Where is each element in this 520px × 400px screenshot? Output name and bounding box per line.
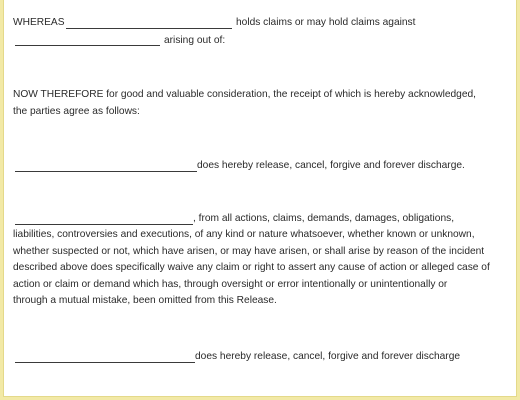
release-scope-body: liabilities, controversies and executions, of any kind or nature whatsoever, whether known or unknown, whether suspected or not, which have arisen, or may have arisen, or shall arise by reason of the incident described above does specifically waive any claim or right to assert any cause of action or alleged case of action or claim or demand which has, through oversight or error intentionally or unintentionally or through a mutual mistake, been omitted from this Release. [13, 229, 490, 307]
release-party-blank-1[interactable] [15, 171, 197, 172]
release-clause-1: does hereby release, cancel, forgive and forever discharge. [197, 160, 465, 171]
arising-text: arising out of: [164, 35, 226, 46]
released-party-blank[interactable] [15, 224, 193, 225]
document-page [3, 0, 517, 397]
consideration-line-2: the parties agree as follows: [13, 106, 140, 117]
consideration-line-1: NOW THEREFORE for good and valuable consideration, the receipt of which is hereby acknowledged, [13, 89, 477, 100]
release-clause-2: does hereby release, cancel, forgive and forever discharge [195, 351, 461, 362]
claims-text: holds claims or may hold claims against [236, 17, 416, 28]
releasor-name-blank[interactable] [66, 28, 232, 29]
release-scope-first-line: , from all actions, claims, demands, damages, obligations, [193, 213, 455, 224]
whereas-label: WHEREAS [13, 17, 65, 28]
release-party-blank-2[interactable] [15, 362, 195, 363]
releasee-name-blank[interactable] [15, 45, 160, 46]
